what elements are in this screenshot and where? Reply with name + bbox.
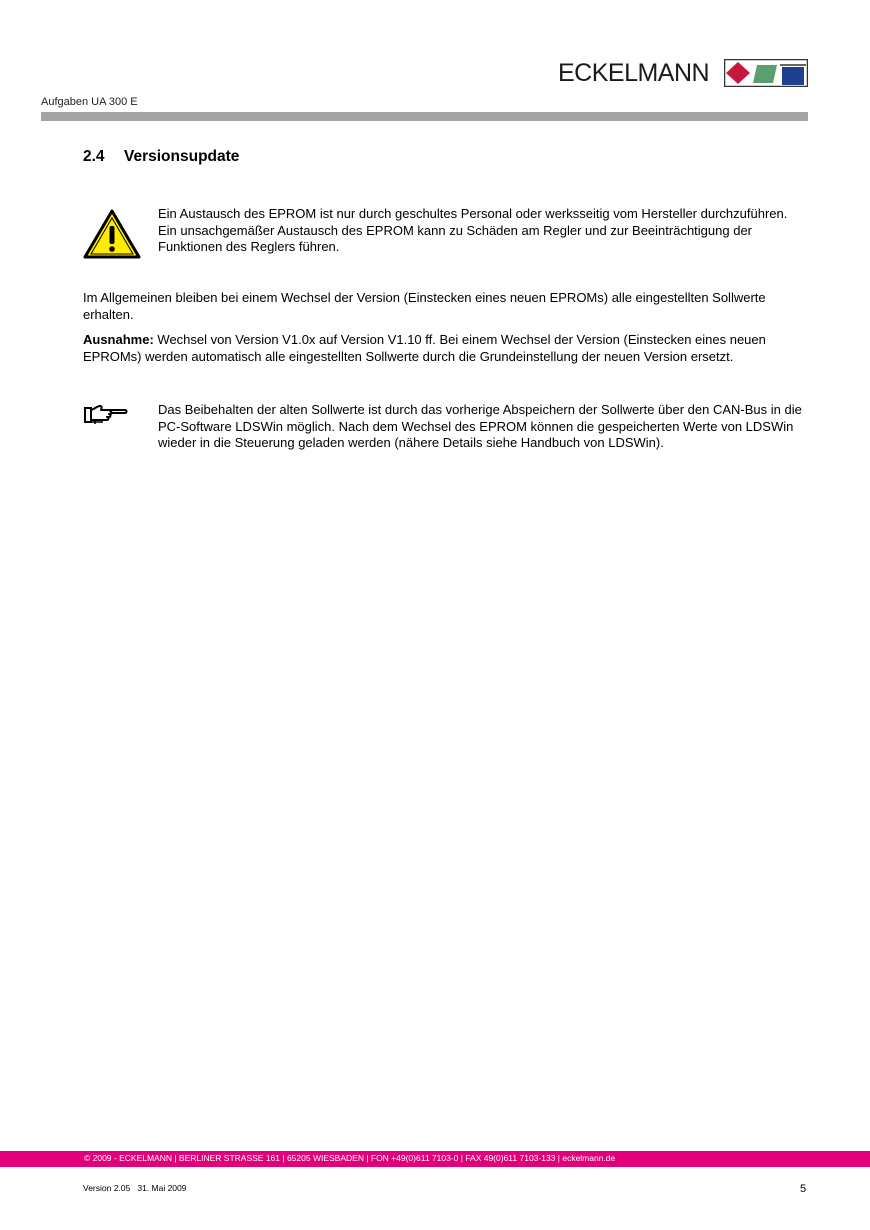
section-title: Versionsupdate [124,148,240,165]
paragraph-exception [83,332,809,365]
section-number: 2.4 [83,148,105,165]
warning-triangle-icon [83,209,141,259]
paragraph-general: Im Allgemeinen bleiben bei einem Wechsel der Version (Einstecken eines neuen EPROMs) alle eingestellten Sollwerte erhalten. [83,290,766,322]
footer-bar [0,1151,870,1167]
brand-name: ECKELMANN [558,59,710,87]
header-divider [41,112,808,121]
section-heading [83,148,239,166]
footer-address: © 2009 - ECKELMANN | BERLINER STRASSE 161 | 65205 WIESBADEN | FON +49(0)611 7103-0 | FAX 49(0)611 7103-133 | eckelmann.de [84,1153,616,1163]
page-number: 5 [800,1183,807,1195]
footer-version: Version 2.05 31. Mai 2009 [83,1183,187,1193]
exception-text: Wechsel von Version V1.0x auf Version V1.10 ff. Bei einem Wechsel der Version (Einstecken eines neuen EPROMs) werden automatisch alle eingestellten Sollwerte durch die Grundeinstellung der neuen Version ersetzt. [83,332,766,364]
warning-text: Ein Austausch des EPROM ist nur durch geschultes Personal oder werksseitig vom Hersteller durchzuführen. Ein unsachgemäßer Austausch des EPROM kann zu Schäden am Regler und zur Beeinträchtigung der Funktionen des Reglers führen. [158,206,788,254]
brand-logo [558,58,808,88]
document-title: Aufgaben UA 300 E [41,96,138,108]
pointing-hand-icon [83,404,129,426]
brand-logo-mark-icon [724,59,808,87]
note-text: Das Beibehalten der alten Sollwerte ist durch das vorherige Abspeichern der Sollwerte über den CAN-Bus in die PC-Software LDSWin möglich. Nach dem Wechsel des EPROM können die gespeicherten Werte von LDSWin wieder in die Steuerung geladen werden (nähere Details siehe Handbuch von LDSWin). [158,402,802,450]
exception-label: Ausnahme: [83,332,154,347]
